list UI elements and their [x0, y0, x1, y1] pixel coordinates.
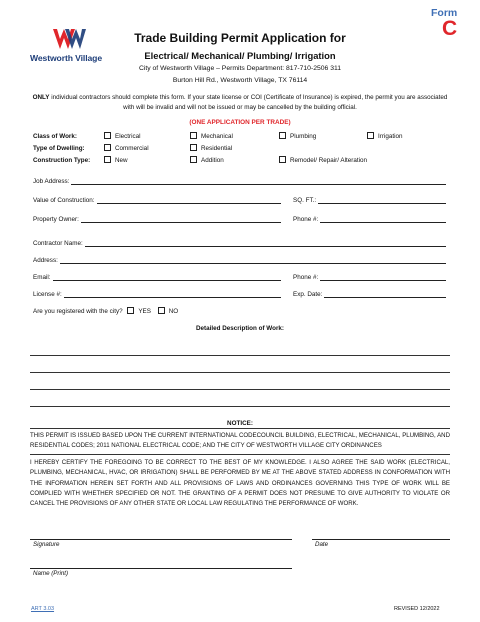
construction-remodel[interactable]: Remodel/ Repair/ Alteration — [279, 157, 367, 164]
contractor-name-field[interactable]: Contractor Name: — [33, 240, 446, 247]
dwelling-commercial[interactable]: Commercial — [104, 145, 149, 152]
email-field[interactable]: Email: — [33, 274, 281, 281]
name-print-line[interactable] — [30, 568, 292, 569]
exp-date-field[interactable]: Exp. Date: — [293, 291, 446, 298]
form-letter: C — [442, 17, 458, 40]
description-heading: Detailed Description of Work: — [195, 325, 285, 332]
checkbox[interactable] — [279, 156, 286, 163]
sqft-field[interactable]: SQ. FT.: — [293, 197, 446, 204]
exp-date-input[interactable] — [324, 291, 446, 298]
notice-text: individual contractors should complete this form. If your state license or COI (Certificate of Insurance) is expired, the permit you are associated with will be invalid and will not be issued or may be cancelled by the building official. — [49, 94, 448, 111]
contractor-phone-field[interactable]: Phone #: — [293, 274, 446, 281]
dwelling-residential[interactable]: Residential — [190, 145, 232, 152]
art-link[interactable]: ART 3.03 — [31, 606, 55, 612]
registered-question: Are you registered with the city? YES NO — [33, 308, 179, 316]
job-address-field[interactable]: Job Address: — [33, 178, 446, 185]
construction-type-label: Construction Type: — [33, 157, 91, 164]
form-label: Form — [431, 7, 458, 19]
class-of-work-label: Class of Work: — [33, 133, 77, 140]
class-mechanical[interactable]: Mechanical — [190, 133, 233, 140]
class-plumbing[interactable]: Plumbing — [279, 133, 316, 140]
address-input[interactable] — [60, 257, 446, 264]
contractor-phone-input[interactable] — [320, 274, 446, 281]
construction-new[interactable]: New — [104, 157, 128, 164]
date-label: Date — [315, 541, 329, 548]
license-field[interactable]: License #: — [33, 291, 281, 298]
registered-yes-checkbox[interactable] — [127, 307, 134, 314]
checkbox[interactable] — [367, 132, 374, 139]
description-line[interactable] — [30, 355, 450, 356]
address-field[interactable]: Address: — [33, 257, 446, 264]
value-construction-field[interactable]: Value of Construction: — [33, 197, 281, 204]
sqft-input[interactable] — [318, 197, 446, 204]
class-irrigation[interactable]: Irrigation — [367, 133, 403, 140]
email-input[interactable] — [53, 274, 282, 281]
checkbox[interactable] — [279, 132, 286, 139]
certify-text: I HEREBY CERTIFY THE FOREGOING TO BE CORRECT TO THE BEST OF MY KNOWLEDGE. I ALSO AGREE THE SAID WORK (ELECTRICAL, PLUMBING, MECHANICAL, HVAC, OR IRRIGATION) SHALL BE PERFORMED BY ME AT THE ABOVE STATED ADDRESS IN CONFORMATION WITH THE INFORMATION HEREIN SET FORTH AND ALL PROVISIONS OF LAWS AND ORDINANCES GOVERNING THIS TYPE OF WORK WILL BE COMPLIED WITH WHETHER SPECIFIED OR NOT. THE GRANTING OF A PERMIT DOES NOT PRESUME TO GIVE AUTHORITY TO VIOLATE OR CANCEL THE PROVISIONS OF ANY OTHER STATE OR LOCAL LAW REGULATING THE PERFORMANCE OF WORK. — [30, 459, 450, 508]
top-notice — [30, 93, 450, 113]
name-print-label: Name (Print) — [33, 570, 69, 577]
checkbox[interactable] — [104, 132, 111, 139]
date-line[interactable] — [312, 539, 450, 540]
description-line[interactable] — [30, 372, 450, 373]
page-title: Trade Building Permit Application for — [134, 31, 346, 45]
checkbox[interactable] — [190, 132, 197, 139]
owner-phone-field[interactable]: Phone #: — [293, 216, 446, 223]
address-line-2: Burton Hill Rd., Westworth Village, TX 76114 — [172, 77, 308, 84]
class-electrical[interactable]: Electrical — [104, 133, 141, 140]
construction-addition[interactable]: Addition — [190, 157, 224, 164]
signature-line[interactable] — [30, 539, 292, 540]
job-address-input[interactable] — [71, 178, 446, 185]
property-owner-field[interactable]: Property Owner: — [33, 216, 281, 223]
description-line[interactable] — [30, 406, 450, 407]
divider — [30, 454, 450, 455]
license-input[interactable] — [64, 291, 281, 298]
owner-phone-input[interactable] — [320, 216, 446, 223]
checkbox[interactable] — [104, 144, 111, 151]
notice-text: THIS PERMIT IS ISSUED BASED UPON THE CURRENT INTERNATIONAL CODECOUNCIL BUILDING, ELECTRICAL, MECHANICAL, PLUMBING, AND RESIDENTIAL CODES; 2011 NATIONAL ELECTRICAL CODE; AND THE CITY OF WESTWORTH VILLAGE CITY ORDINANCES — [30, 432, 450, 450]
signature-label: Signature — [33, 541, 60, 548]
checkbox[interactable] — [104, 156, 111, 163]
property-owner-input[interactable] — [81, 216, 281, 223]
registered-no-checkbox[interactable] — [158, 307, 165, 314]
description-line[interactable] — [30, 389, 450, 390]
divider — [30, 428, 450, 429]
logo-text: Westworth Village — [30, 53, 103, 63]
checkbox[interactable] — [190, 156, 197, 163]
value-construction-input[interactable] — [97, 197, 282, 204]
type-of-dwelling-label: Type of Dwelling: — [33, 145, 85, 152]
revised-date: REVISED 12/2022 — [394, 606, 440, 612]
contractor-name-input[interactable] — [85, 240, 446, 247]
notice-heading: NOTICE: — [227, 420, 253, 427]
address-line-1: City of Westworth Village – Permits Department: 817-710-2506 311 — [138, 65, 342, 72]
one-application-note: (ONE APPLICATION PER TRADE) — [189, 119, 291, 126]
notice-only: ONLY — [32, 94, 50, 101]
page-subtitle: Electrical/ Mechanical/ Plumbing/ Irrigation — [144, 50, 336, 61]
checkbox[interactable] — [190, 144, 197, 151]
